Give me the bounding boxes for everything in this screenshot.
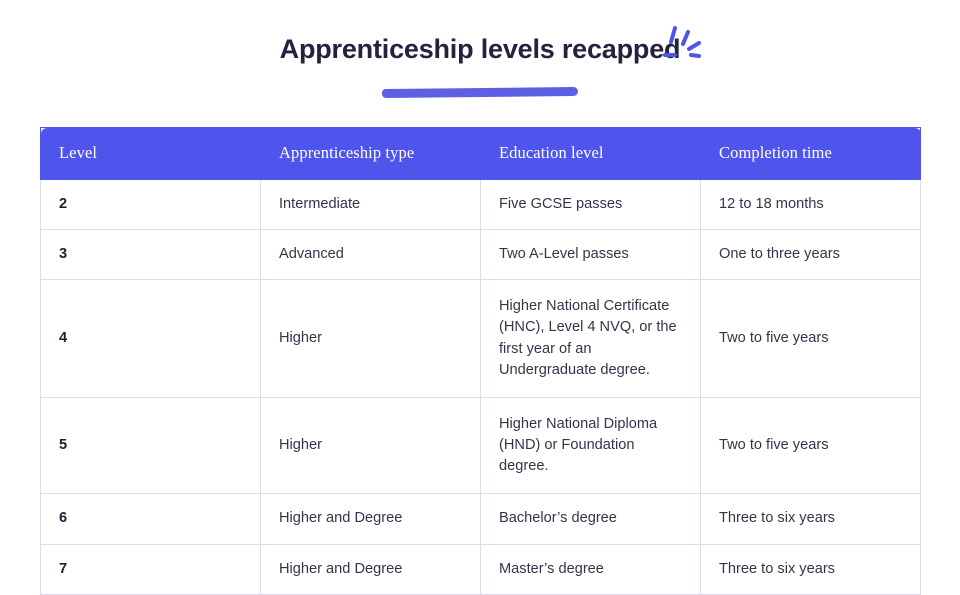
cell-level: 7 — [41, 544, 261, 594]
cell-education: Five GCSE passes — [481, 180, 701, 230]
table-row — [41, 544, 921, 594]
table-row — [41, 280, 921, 398]
cell-education: Higher National Diploma (HND) or Foundation degree. — [481, 397, 701, 493]
cell-level: 5 — [41, 397, 261, 493]
levels-table-container — [40, 127, 920, 595]
column-header-completion-time: Completion time — [701, 128, 921, 180]
title-underline-decoration — [382, 87, 578, 98]
column-header-education-level: Education level — [481, 128, 701, 180]
table-header — [41, 128, 921, 180]
table-row — [41, 230, 921, 280]
cell-education: Two A-Level passes — [481, 230, 701, 280]
cell-education: Higher National Certificate (HNC), Level 4 NVQ, or the first year of an Undergraduate degree. — [481, 280, 701, 398]
table-row — [41, 397, 921, 493]
cell-type: Higher and Degree — [261, 544, 481, 594]
cell-level: 6 — [41, 494, 261, 544]
cell-level: 2 — [41, 180, 261, 230]
cell-level: 4 — [41, 280, 261, 398]
cell-type: Higher — [261, 280, 481, 398]
cell-type: Intermediate — [261, 180, 481, 230]
cell-completion: Three to six years — [701, 544, 921, 594]
table-row — [41, 494, 921, 544]
cell-type: Higher and Degree — [261, 494, 481, 544]
cell-level: 3 — [41, 230, 261, 280]
cell-completion: 12 to 18 months — [701, 180, 921, 230]
table-body — [41, 180, 921, 595]
sparkle-icon — [655, 22, 711, 70]
column-header-apprenticeship-type: Apprenticeship type — [261, 128, 481, 180]
apprenticeship-levels-table — [40, 127, 921, 595]
cell-completion: Two to five years — [701, 280, 921, 398]
cell-completion: Three to six years — [701, 494, 921, 544]
cell-education: Bachelor’s degree — [481, 494, 701, 544]
cell-type: Higher — [261, 397, 481, 493]
cell-type: Advanced — [261, 230, 481, 280]
cell-completion: One to three years — [701, 230, 921, 280]
title-block — [0, 0, 960, 65]
column-header-level: Level — [41, 128, 261, 180]
page-title: Apprenticeship levels recapped — [279, 34, 681, 64]
table-header-row — [41, 128, 921, 180]
cell-completion: Two to five years — [701, 397, 921, 493]
table-row — [41, 180, 921, 230]
cell-education: Master’s degree — [481, 544, 701, 594]
